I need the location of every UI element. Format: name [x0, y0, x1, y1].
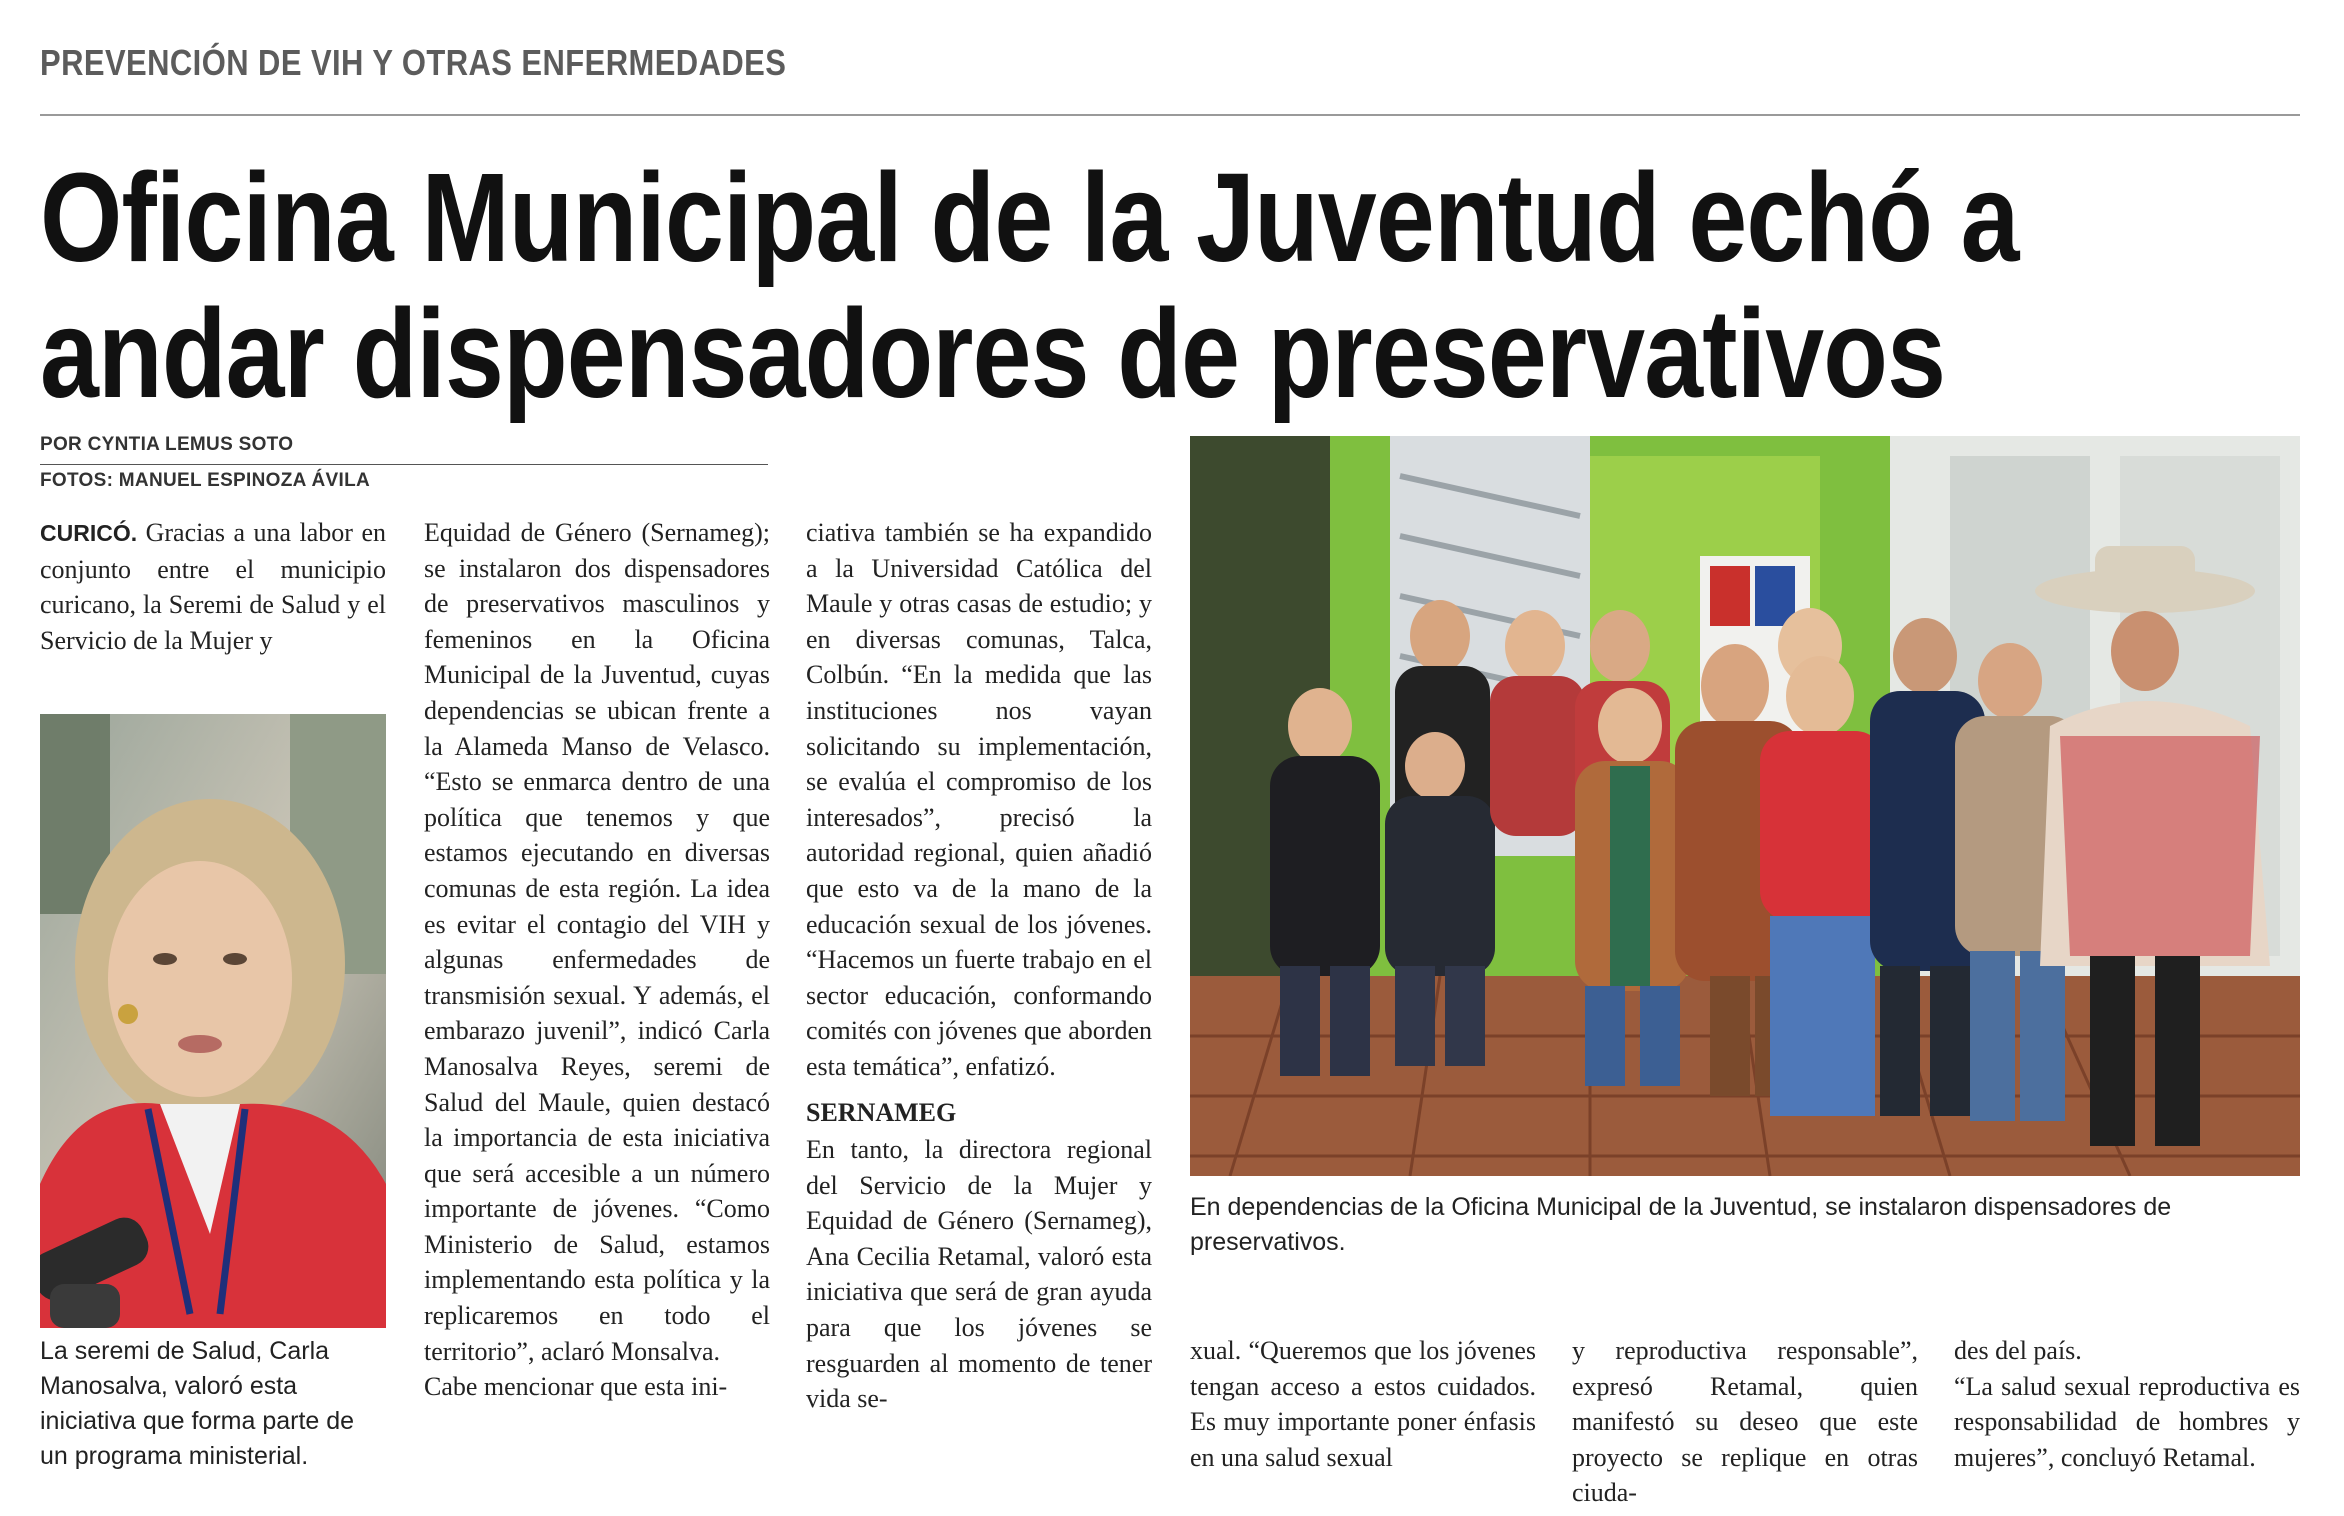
column-6-text: des del país.: [1954, 1336, 2082, 1365]
group-illustration: [1190, 436, 2300, 1176]
article-column-3: [806, 515, 1152, 1417]
group-caption: En dependencias de la Oficina Municipal de la Juventud, se instalaron dispensadores de preservativos.: [1190, 1193, 2172, 1256]
group-photo: [1190, 436, 2300, 1176]
article-column-1: [40, 515, 386, 658]
column-3-text: ciativa también se ha expandido a la Universidad Católica del Maule y otras casas de estudio; y en diversas comunas, Talca, Colbún. “En la medida que las instituciones nos vayan solicitando su implementación, se evalúa el compromiso de los interesados”, precisó la autoridad regional, quien añadió que esto va de la mano de la educación sexual de los jóvenes. “Hacemos un fuerte trabajo en el sector educación, conformando comités con jóvenes que aborden esta temática”, enfatizó.: [806, 518, 1152, 1081]
portrait-caption: La seremi de Salud, Carla Manosalva, valoró esta iniciativa que forma parte de un programa ministerial.: [40, 1337, 355, 1470]
column-2-text: Equidad de Género (Sernameg); se instalaron dos dispensadores de preservativos masculinos y femeninos en la Oficina Municipal de la Juventud, cuyas dependencias se ubican frente a la Alameda Manso de Velasco. “Esto se enmarca dentro de una política que tenemos y que estamos ejecutando en diversas comunas de esta región. La idea es evitar el contagio del VIH y algunas enfermedades de transmisión sexual. Y además, el embarazo juvenil”, indicó Carla Manosalva Reyes, seremi de Salud del Maule, quien destacó la importancia de esta iniciativa que será accesible a un número importante de jóvenes. “Como Ministerio de Salud, estamos implementando esta política y la replicaremos en todo el territorio”, aclaró Monsalva.: [424, 518, 770, 1366]
column-1-text: Gracias a una labor en conjunto entre el municipio curicano, la Seremi de Salud y el Servicio de la Mujer y: [40, 518, 386, 655]
byline-rule: [40, 464, 768, 465]
column-5-text: y reproductiva responsable”, expresó Retamal, quien manifestó su deseo que este proyecto se replique en otras ciuda-: [1572, 1336, 1918, 1508]
headline-line-2: andar dispensadores de preservativos: [40, 283, 1946, 424]
photo-credit: FOTOS: MANUEL ESPINOZA ÁVILA: [40, 470, 371, 491]
article-column-6: [1954, 1333, 2300, 1475]
section-kicker: PREVENCIÓN DE VIH Y OTRAS ENFERMEDADES: [40, 42, 787, 83]
headline-line-1: Oficina Municipal de la Juventud echó a: [40, 147, 2019, 288]
section-subhead: SERNAMEG: [806, 1097, 957, 1127]
portrait-photo: [40, 714, 386, 1328]
dateline: CURICÓ.: [40, 520, 138, 546]
column-3-text-b: En tanto, la directora regional del Servicio de la Mujer y Equidad de Género (Sernameg), Ana Cecilia Retamal, valoró esta iniciativa que será de gran ayuda para que los jóvenes se resguarden al momento de tener vida se-: [806, 1135, 1152, 1414]
column-4-text: xual. “Queremos que los jóvenes tengan acceso a estos cuidados. Es muy importante poner énfasis en una salud sexual: [1190, 1336, 1536, 1472]
column-6-text-b: “La salud sexual reproductiva es responsabilidad de hombres y mujeres”, concluyó Retamal.: [1954, 1371, 2300, 1472]
top-rule: [40, 114, 2300, 116]
article-column-4: [1190, 1333, 1536, 1475]
headline: [40, 147, 2308, 424]
article-column-2: [424, 515, 770, 1405]
author-byline: POR CYNTIA LEMUS SOTO: [40, 434, 294, 455]
portrait-illustration: [40, 714, 386, 1328]
article-column-5: [1572, 1333, 1918, 1511]
column-2-text-b: Cabe mencionar que esta ini-: [424, 1372, 728, 1402]
